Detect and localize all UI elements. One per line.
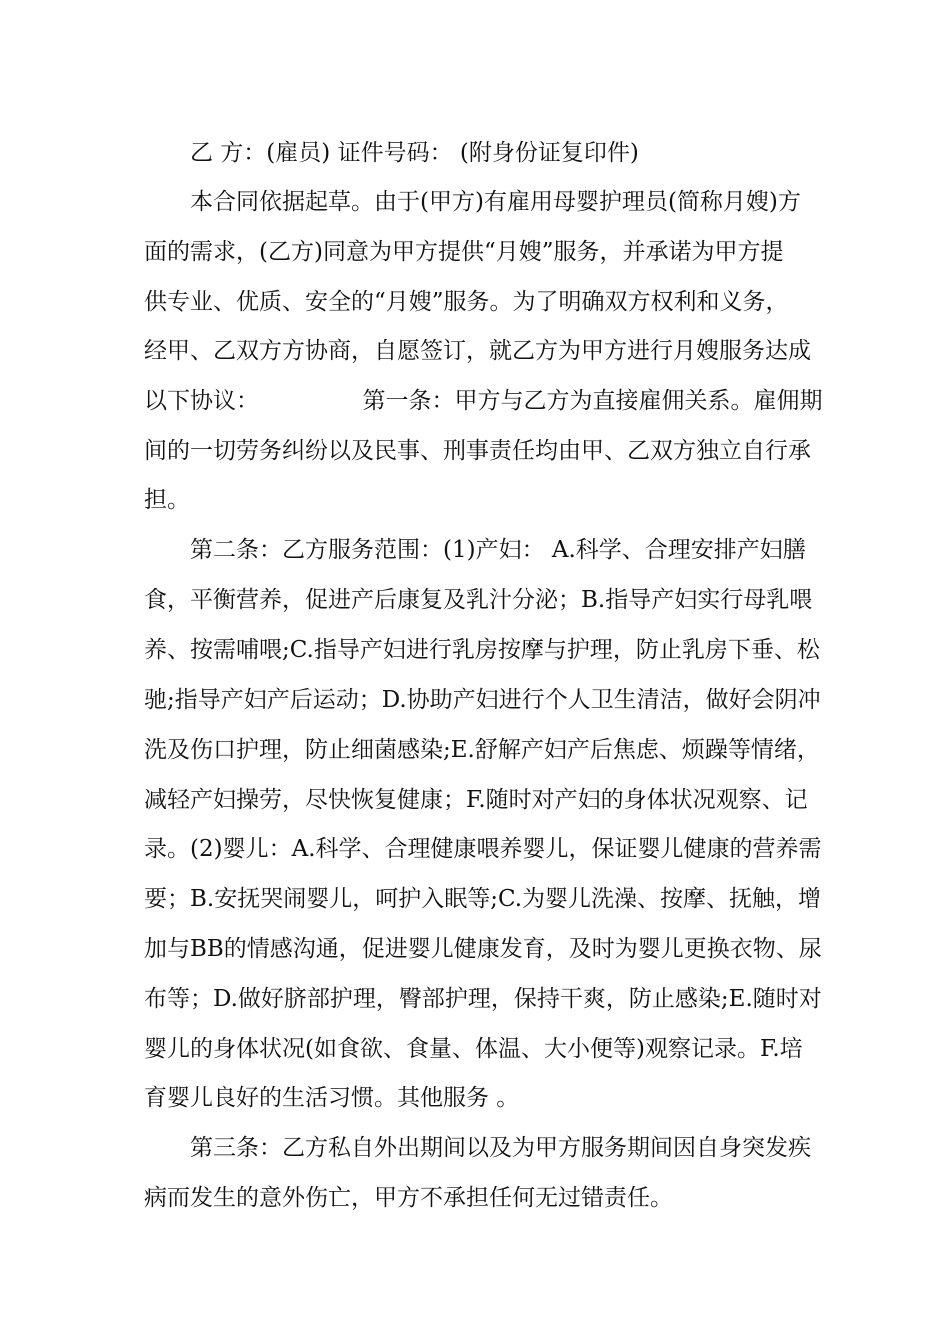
text-line: 洗及伤口护理，防止细菌感染;E.舒解产妇产后焦虑、烦躁等情绪， (144, 737, 820, 763)
text-line: 要；B.安抚哭闹婴儿，呵护入眠等;C.为婴儿洗澡、按摩、抚触，增 (144, 886, 822, 912)
text-line: 育婴儿良好的生活习惯。其他服务 。 (144, 1085, 520, 1111)
text-line: 加与BB的情感沟通，促进婴儿健康发育，及时为婴儿更换衣物、尿 (144, 936, 822, 962)
text-line: 录。(2)婴儿：A.科学、合理健康喂养婴儿，保证婴儿健康的营养需 (144, 836, 822, 862)
text-line: 食，平衡营养，促进产后康复及乳汁分泌；B.指导产妇实行母乳喂 (144, 587, 813, 613)
text-line: 婴儿的身体状况(如食欲、食量、体温、大小便等)观察记录。F.培 (144, 1036, 803, 1062)
text-line: 供专业、优质、安全的“月嫂”服务。为了明确双方权利和义务， (144, 289, 789, 315)
text-line: 面的需求，(乙方)同意为甲方提供“月嫂”服务，并承诺为甲方提 (144, 239, 784, 265)
text-line: 担。 (144, 487, 190, 513)
text-line: 驰;指导产妇产后运动；D.协助产妇进行个人卫生清洁，做好会阴冲 (144, 687, 821, 713)
text-line: 减轻产妇操劳，尽快恢复健康；F.随时对产妇的身体状况观察、记 (144, 787, 808, 813)
text-line: 养、按需哺喂;C.指导产妇进行乳房按摩与护理，防止乳房下垂、松 (144, 637, 820, 663)
text-line: 第三条：乙方私自外出期间以及为甲方服务期间因自身突发疾 (190, 1135, 811, 1161)
text-line: 第二条：乙方服务范围：(1)产妇： A.科学、合理安排产妇膳 (190, 537, 806, 563)
text-line: 布等；D.做好脐部护理，臀部护理，保持干爽，防止感染;E.随时对 (144, 986, 822, 1012)
text-line: 经甲、乙双方方协商，自愿签订，就乙方为甲方进行月嫂服务达成 (144, 338, 811, 364)
text-line: 本合同依据起草。由于(甲方)有雇用母婴护理员(简称月嫂)方 (190, 189, 801, 215)
text-line: 乙 方：(雇员) 证件号码： (附身份证复印件) (190, 140, 639, 166)
text-line: 病而发生的意外伤亡，甲方不承担任何无过错责任。 (144, 1185, 673, 1211)
text-line: 间的一切劳务纠纷以及民事、刑事责任均由甲、乙双方独立自行承 (144, 438, 811, 464)
text-line: 以下协议： 第一条：甲方与乙方为直接雇佣关系。雇佣期 (144, 388, 823, 414)
